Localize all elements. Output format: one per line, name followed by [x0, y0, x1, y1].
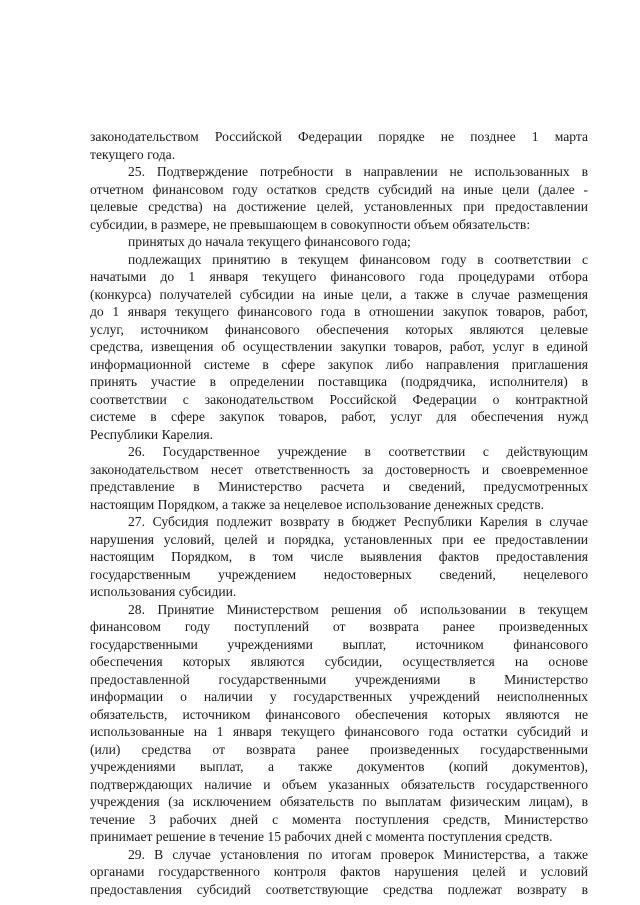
text-line: системе в сфере закупок товаров, работ, услуг для обеспечения нужд [90, 409, 588, 424]
text-line: средства, извещения об осуществлении закупки товаров, работ, услуг в единой [90, 339, 588, 354]
text-line: 29. В случае установления по итогам проверок Министерства, а также [128, 846, 588, 862]
text-line: предоставления субсидий соответствующие средства подлежат возврату в [90, 881, 588, 897]
document-body [90, 128, 588, 898]
text-line: 28. Принятие Министерством решения об использовании в текущем [128, 601, 588, 617]
text-line: настоящим Порядком, а также за нецелевое использование денежных средств. [90, 496, 545, 512]
text-line: отчетном финансовом году остатков средств субсидий на иные цели (далее - [90, 181, 588, 197]
text-line: информационной системе в сфере закупок либо направления приглашения [90, 356, 588, 372]
text-line: субсидии, в размере, не превышающем в совокупности объем обязательств: [90, 216, 531, 232]
text-line: информации о наличии у государственных учреждений неисполненных [90, 689, 588, 704]
text-line: соответствии с законодательством Российской Федерации о контрактной [90, 391, 588, 407]
text-line: законодательством Российской Федерации порядке не позднее 1 марта [90, 129, 588, 144]
text-line: законодательством несет ответственность за достоверность и своевременное [90, 461, 588, 477]
text-line: принимает решение в течение 15 рабочих дней с момента поступления средств. [90, 829, 553, 844]
text-line: государственными учреждениями выплат, источником финансового [90, 636, 588, 652]
text-line: принять участие в определении поставщика (подрядчика, исполнителя) в [90, 374, 588, 389]
text-line: использованные на 1 января текущего финансового года остатки субсидий и [90, 724, 588, 739]
text-line: Республики Карелия. [90, 426, 214, 442]
text-line: 26. Государственное учреждение в соответствии с действующим [128, 444, 588, 459]
text-line: 27. Субсидия подлежит возврату в бюджет Республики Карелия в случае [128, 514, 588, 529]
text-line: настоящим Порядком, в том числе выявления фактов предоставления [90, 549, 588, 564]
text-line: (или) средства от возврата ранее произведенных государственными [90, 741, 588, 757]
text-line: использования субсидии. [90, 584, 237, 599]
text-line: (конкурса) получателей субсидии на иные цели, а также в случае размещения [90, 286, 588, 302]
text-line: обеспечения которых являются субсидии, осуществляется на основе [90, 654, 588, 669]
text-line: начатыми до 1 января текущего финансового года процедурами отбора [90, 269, 588, 284]
text-line: течение 3 рабочих дней с момента поступления средств, Министерство [90, 811, 588, 827]
text-line: предоставленной государственными учреждениями в Министерство [90, 671, 588, 687]
text-line: государственным учреждением недостоверных сведений, нецелевого [90, 566, 588, 582]
text-line: принятых до начала текущего финансового года; [128, 234, 411, 249]
text-line: финансовом году поступлений от возврата ранее произведенных [90, 619, 588, 634]
text-line: до 1 января текущего финансового года в отношении закупок товаров, работ, [90, 304, 588, 319]
text-line: целевые средства) на достижение целей, установленных при предоставлении [90, 199, 588, 214]
text-line: нарушения условий, целей и порядка, установленных при ее предоставлении [90, 531, 588, 547]
text-line: органами государственного контроля фактов нарушения целей и условий [90, 864, 588, 879]
text-line: подлежащих принятию в текущем финансовом году в соответствии с [128, 251, 588, 267]
text-line: учреждения (за исключением обязательств по выплатам физическим лицам), в [90, 794, 588, 809]
text-line: учреждениями выплат, а также документов (копий документов), [90, 759, 588, 774]
text-line: 25. Подтверждение потребности в направлении не использованных в [128, 164, 588, 179]
text-line: текущего года. [90, 146, 176, 162]
text-line: услуг, источником финансового обеспечения которых являются целевые [90, 321, 588, 337]
text-line: подтверждающих наличие и объем указанных обязательств государственного [90, 776, 588, 792]
text-line: обязательств, источником финансового обеспечения которых являются не [90, 706, 588, 722]
text-line: представление в Министерство расчета и сведений, предусмотренных [90, 479, 588, 494]
